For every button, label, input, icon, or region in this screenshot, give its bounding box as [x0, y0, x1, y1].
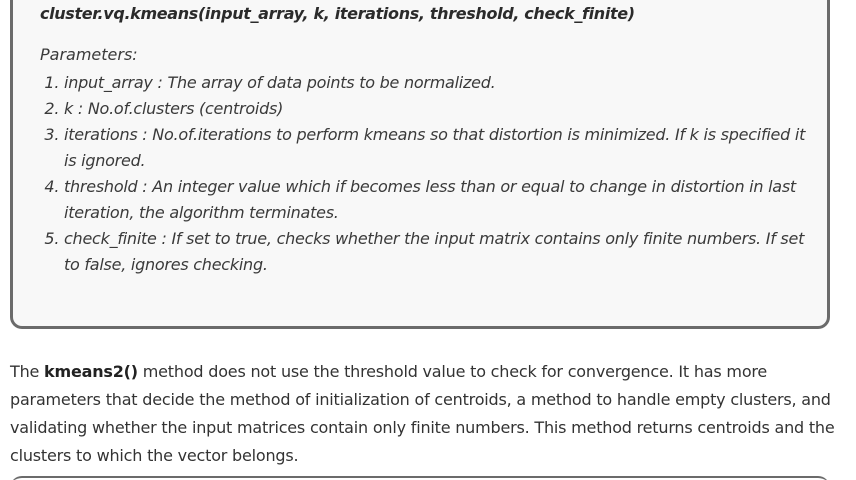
parameters-heading: Parameters:	[40, 45, 138, 64]
parameters-list	[40, 70, 822, 278]
parameter-item-iterations: 3. iterations : No.of.iterations to perform kmeans so that distortion is minimized. If k is specified it is ignored.	[64, 122, 822, 174]
method-name-kmeans2: kmeans2()	[44, 362, 138, 381]
parameter-item-check-finite: 5. check_finite : If set to true, checks whether the input matrix contains only finite numbers. If set to false, ignores checking.	[64, 226, 822, 278]
function-reference-box	[10, 0, 830, 329]
kmeans2-description-paragraph	[10, 358, 840, 470]
next-code-box-edge	[10, 476, 830, 480]
parameter-item-k: 2. k : No.of.clusters (centroids)	[64, 96, 822, 122]
parameter-item-threshold: 4. threshold : An integer value which if becomes less than or equal to change in distortion in last iteration, the algorithm terminates.	[64, 174, 822, 226]
function-signature: cluster.vq.kmeans(input_array, k, iterations, threshold, check_finite)	[40, 4, 635, 23]
parameter-item-input-array: 1. input_array : The array of data points to be normalized.	[64, 70, 822, 96]
paragraph-body: method does not use the threshold value to check for convergence. It has more parameters that decide the method of initialization of centroids, a method to handle empty clusters, and validating whether the input matrices contain only finite numbers. This method returns centroids and the clusters to which the vector belongs.	[10, 362, 835, 465]
paragraph-prefix: The	[10, 362, 45, 381]
